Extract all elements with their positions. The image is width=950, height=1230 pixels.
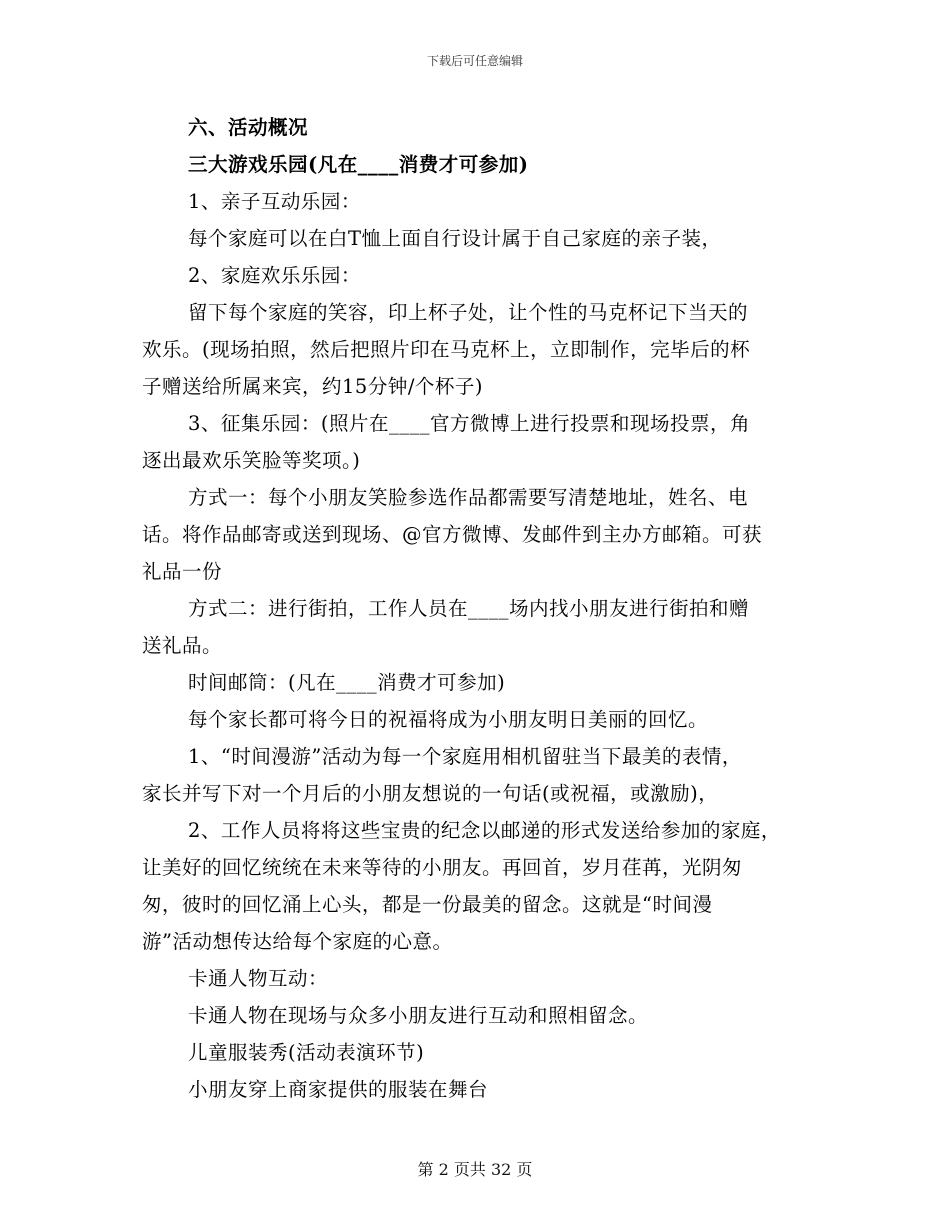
paragraph-line: 卡通人物互动： — [188, 967, 329, 990]
paragraph-line: 儿童服装秀(活动表演环节) — [188, 1041, 425, 1064]
paragraph-line: 方式二：进行街拍，工作人员在____场内找小朋友进行街拍和赠 — [188, 597, 750, 620]
page-footer: 第 2 页共 32 页 — [417, 1160, 533, 1179]
paragraph-line: 每个家长都可将今日的祝福将成为小朋友明日美丽的回忆。 — [188, 708, 709, 731]
paragraph-line: 2、工作人员将将这些宝贵的纪念以邮递的形式发送给参加的家庭， — [188, 819, 781, 842]
paragraph-line: 游”活动想传达给每个家庭的心意。 — [142, 930, 453, 953]
paragraph-line: 子赠送给所属来宾，约15分钟/个杯子) — [142, 375, 483, 398]
subsection-heading: 三大游戏乐园(凡在____消费才可参加) — [188, 153, 529, 176]
paragraph-line: 1、亲子互动乐园： — [188, 190, 361, 213]
paragraph-line: 小朋友穿上商家提供的服装在舞台 — [188, 1078, 489, 1101]
paragraph-line: 欢乐。(现场拍照，然后把照片印在马克杯上，立即制作，完毕后的杯 — [142, 338, 751, 361]
paragraph-line: 话。将作品邮寄或送到现场、@官方微博、发邮件到主办方邮箱。可获 — [142, 523, 763, 546]
paragraph-line: 每个家庭可以在白T恤上面自行设计属于自己家庭的亲子装， — [188, 227, 722, 250]
paragraph-line: 时间邮筒：(凡在____消费才可参加) — [188, 671, 506, 694]
section-heading: 六、活动概况 — [188, 116, 309, 139]
paragraph-line: 送礼品。 — [142, 634, 223, 657]
paragraph-line: 留下每个家庭的笑容，印上杯子处，让个性的马克杯记下当天的 — [188, 301, 749, 324]
paragraph-line: 礼品一份 — [142, 560, 223, 583]
paragraph-line: 匆，彼时的回忆涌上心头，都是一份最美的留念。这就是“时间漫 — [142, 893, 713, 916]
paragraph-line: 方式一：每个小朋友笑脸参选作品都需要写清楚地址，姓名、电 — [188, 486, 749, 509]
paragraph-line: 2、家庭欢乐乐园： — [188, 264, 361, 287]
paragraph-line: 3、征集乐园：(照片在____官方微博上进行投票和现场投票，角 — [188, 412, 751, 435]
paragraph-line: 家长并写下对一个月后的小朋友想说的一句话(或祝福，或激励)， — [142, 782, 719, 805]
page-header: 下载后可任意编辑 — [426, 54, 523, 68]
paragraph-line: 逐出最欢乐笑脸等奖项。) — [142, 449, 361, 472]
paragraph-line: 卡通人物在现场与众多小朋友进行互动和照相留念。 — [188, 1004, 649, 1027]
paragraph-line: 让美好的回忆统统在未来等待的小朋友。再回首，岁月荏苒，光阴匆 — [142, 856, 743, 879]
paragraph-line: 1、“时间漫游”活动为每一个家庭用相机留驻当下最美的表情， — [188, 745, 742, 768]
